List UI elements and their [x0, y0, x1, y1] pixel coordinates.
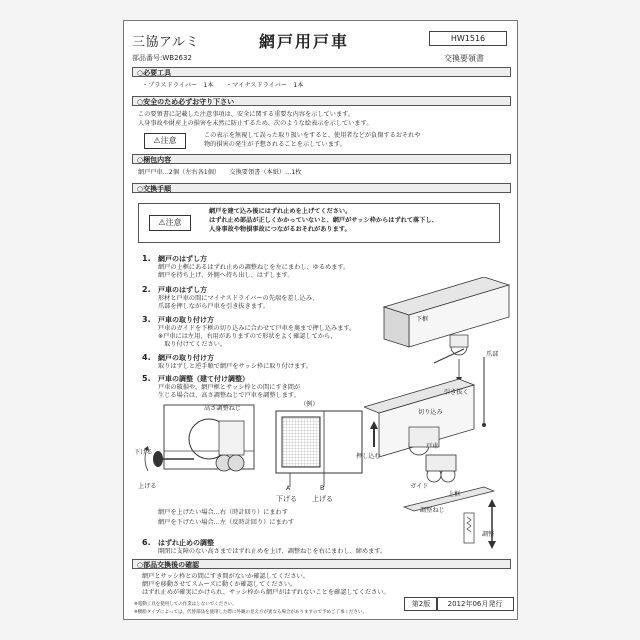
step-3-text: 取り付けてください。: [158, 341, 227, 348]
section-procedure-heading: ○交換手順: [132, 183, 511, 193]
example-frame-illustration: [274, 409, 364, 475]
procedure-caution-box: [138, 203, 500, 243]
caution-description-1: この表示を無視して誤った取り扱いをすると、使用者などが負傷するおそれや: [204, 132, 421, 139]
safety-line-1: この要領書に記載した注意事項は、安全に関する重要な内容を示しています。: [138, 111, 355, 118]
step-1-text: 網戸を持ち上げ、外側へ持ち出し、はずします。: [158, 272, 294, 279]
after-line-3: はずれ止めが確実にかけられ、サッシ枠から網戸がはずれないことを確認してください。: [142, 589, 390, 596]
step-2-title: 戸車のはずし方: [158, 286, 207, 294]
page-title: 網戸用戸車: [259, 32, 350, 51]
label-lower-frame: 下框: [416, 316, 429, 323]
step-3-text: ※戸車には左用、右用がありますので形状をよく確認してから、: [158, 333, 337, 340]
label-b: 上げる: [312, 495, 333, 503]
step-2-number: 2.: [142, 285, 151, 294]
section-contents-heading: ○梱包内容: [132, 154, 511, 164]
brand-logo: 三協アルミ: [132, 35, 199, 50]
section-after-heading: ○部品交換後の確認: [132, 559, 511, 569]
part-number: 部品番号:WB2632: [132, 54, 192, 62]
section-safety-heading: ○安全のため必ずお守り下さい: [132, 96, 511, 106]
label-pull-out: 引き抜く: [444, 389, 469, 396]
step-6-number: 6.: [142, 538, 151, 547]
after-line-2: 網戸を移動させてスムーズに動くか確認してください。: [142, 581, 297, 588]
footnote-2: ※樹脂タイプによっては、代替部品を使用した際に外観の見え方が異なる場合がありますので予めご了承ください。: [134, 610, 368, 615]
footnote-1: ※電動工具を使用しての作業はしないでください。: [134, 602, 237, 607]
adjust-arrows: [282, 473, 342, 489]
caution-description-2: 物的損害の発生が予想されることを示しています。: [204, 141, 346, 148]
instruction-sheet: [123, 20, 518, 620]
label-a: 下げる: [276, 495, 297, 503]
mark-b: B: [320, 485, 325, 492]
step-5-title: 戸車の調整（建て付け調整）: [158, 375, 249, 383]
step-1-text: 網戸の上框にあるはずれ止めの調整ねじを左にまわし、ゆるめます。: [158, 264, 350, 271]
label-upper-frame: 上框: [448, 491, 461, 498]
contents-list: 網戸戸車…2個（左右各1個） 交換要領書（本紙）…1枚: [138, 169, 302, 176]
step-5-number: 5.: [142, 374, 151, 383]
mark-a: A: [286, 485, 291, 492]
height-screw-label: 高さ調整ねじ: [204, 405, 242, 412]
step-3-title: 戸車の取り付け方: [158, 316, 214, 324]
safety-line-2: 人身事故や財産上の損害を未然に防止するため、次のような絵表示を示しています。: [138, 120, 373, 127]
model-number: HW1516: [429, 31, 507, 46]
issue-date: 2012年06月発行: [436, 597, 514, 611]
example-label: （例）: [300, 401, 319, 408]
document-type: 交換要領書: [444, 54, 484, 63]
label-adjust: 調整: [482, 531, 495, 538]
label-push-in: 押し込む: [356, 453, 381, 460]
raise-label: 上げる: [138, 483, 157, 490]
tools-list: ・プラスドライバー 1本 ・マイナスドライバー 1本: [142, 82, 304, 89]
step-2-text: 爪部を押しながら戸車を引き抜きます。: [158, 303, 269, 310]
step-3-text: 戸車のガイドを下框の切り込みに合わせて戸車を奥まで押し込みます。: [158, 325, 356, 332]
label-guide: ガイド: [410, 483, 429, 490]
step-6-title: はずれ止めの調整: [158, 539, 214, 547]
label-adjust-screw: 調整ねじ: [420, 507, 445, 514]
roller-diagram: [364, 277, 514, 557]
step-4-text: 取りはずしと逆手順で網戸をサッシ枠に取り付けます。: [158, 363, 313, 370]
step-4-number: 4.: [142, 353, 151, 362]
adjust-note-down: 網戸を下げたい場合…左（反時計回り）にまわす: [158, 519, 295, 526]
step-2-text: 形材と戸車の間にマイナスドライバーの先端を差し込み、: [158, 295, 319, 302]
caution-badge: ⚠注意: [149, 215, 191, 231]
section-tools-heading: ○必要工具: [132, 67, 511, 77]
label-roller: 戸車: [426, 443, 439, 450]
procedure-caution-2: はずれ止め部品が正しくかかっていないと、網戸がサッシ枠からはずれて落下し、: [209, 217, 438, 224]
label-notch: 切り込み: [418, 409, 443, 416]
procedure-caution-3: 人身事故や物損事故につながるおそれがあります。: [209, 226, 351, 233]
after-line-1: 網戸とサッシ枠との間にすき間がないか確認してください。: [142, 573, 309, 580]
step-5-text: 生じる場合は、高さ調整ねじで戸車を調整します。: [158, 392, 300, 399]
lower-label: 下げる: [134, 449, 153, 456]
caution-badge: ⚠注意: [144, 133, 186, 149]
step-1-title: 網戸のはずし方: [158, 255, 207, 263]
procedure-caution-1: 網戸を建て込み後にはずれ止めを上げてください。: [209, 208, 352, 215]
edition-badge: 第2版: [404, 597, 438, 611]
label-claw: 爪部: [486, 351, 499, 358]
step-6-text: 開閉に支障のない高さまではずれ止めを上げ、調整ねじを右にまわし、締めます。: [158, 548, 387, 555]
step-5-text: 戸車の破損や、網戸框とサッシ枠との間にすき間が: [158, 384, 301, 391]
step-4-title: 網戸の取り付け方: [158, 354, 214, 362]
step-1-number: 1.: [142, 254, 151, 263]
adjust-note-up: 網戸を上げたい場合…右（時計回り）にまわす: [158, 509, 288, 516]
step-3-number: 3.: [142, 315, 151, 324]
